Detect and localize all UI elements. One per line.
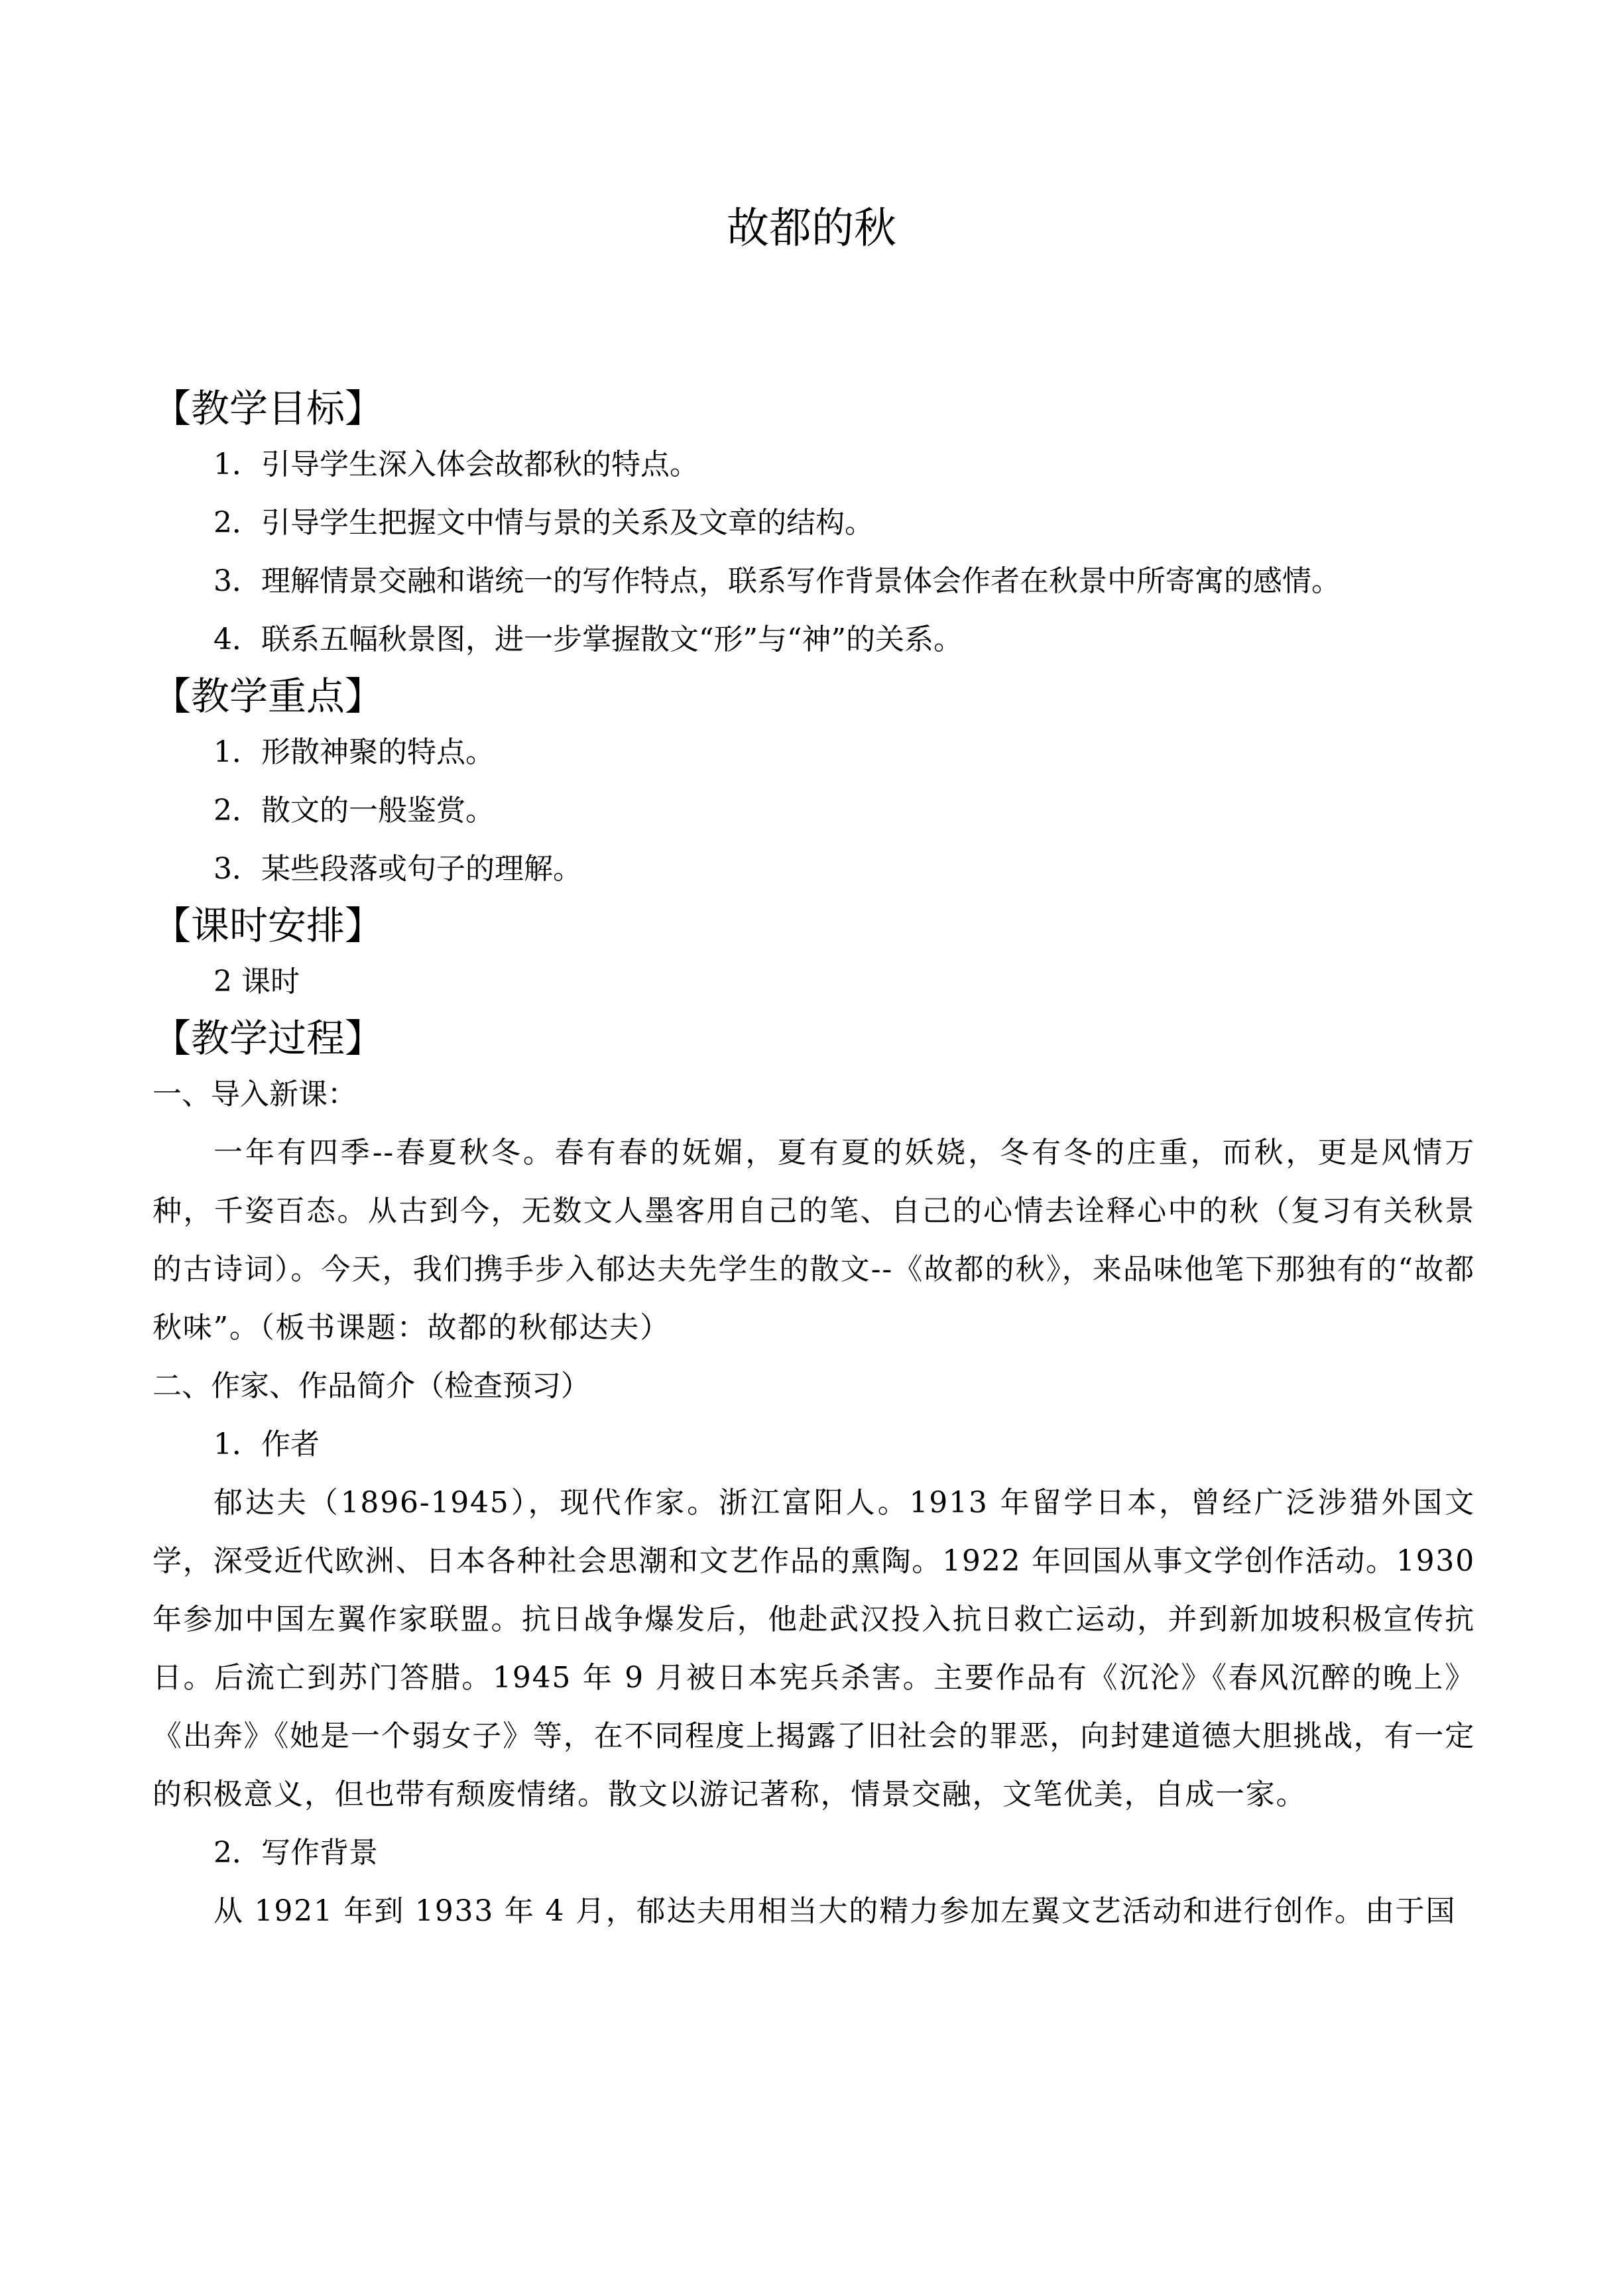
schedule-item-1: 2 课时 — [213, 965, 300, 998]
background-paragraph: 从 1921 年到 1933 年 4 月，郁达夫用相当大的精力参加左翼文艺活动和进行创作。由于国 — [213, 1894, 1457, 1928]
author-paragraph: 郁达夫（1896-1945），现代作家。浙江富阳人。1913 年留学日本，曾经广泛涉猎外国文学，深受近代欧洲、日本各种社会思潮和文艺作品的熏陶。1922 年回国从事文学创作活动。1930 年参加中国左翼作家联盟。抗日战争爆发后，他赴武汉投入抗日救亡运动，并到新加坡积极宣传抗日。后流亡到苏门答腊。1945 年 9 月被日本宪兵杀害。主要作品有《沉沦》《春风沉醉的晚上》《出奔》《她是一个弱女子》等，在不同程度上揭露了旧社会的罪恶，向封建道德大胆挑战，有一定的积极意义，但也带有颓废情绪。散文以游记著称，情景交融，文笔优美，自成一家。 — [152, 1486, 1475, 1811]
heading-schedule: 【课时安排】 — [152, 903, 384, 948]
process-part-1-title: 一、导入新课： — [152, 1077, 357, 1111]
background-subtitle: 2．写作背景 — [213, 1836, 378, 1870]
heading-teaching-focus: 【教学重点】 — [152, 674, 384, 719]
process-part-2-title: 二、作家、作品简介（检查预习） — [152, 1369, 590, 1403]
goal-item-3: 3．理解情景交融和谐统一的写作特点，联系写作背景体会作者在秋景中所寄寓的感情。 — [213, 564, 1341, 598]
author-subtitle: 1．作者 — [213, 1427, 320, 1461]
document-body — [152, 381, 1475, 1941]
process-part-1-paragraph: 一年有四季--春夏秋冬。春有春的妩媚，夏有夏的妖娆，冬有冬的庄重，而秋，更是风情万种，千姿百态。从古到今，无数文人墨客用自己的笔、自己的心情去诠释心中的秋（复习有关秋景的古诗词）。今天，我们携手步入郁达夫先学生的散文--《故都的秋》，来品味他笔下那独有的“故都秋味”。（板书课题：故都的秋郁达夫） — [152, 1136, 1475, 1345]
goal-item-4: 4．联系五幅秋景图，进一步掌握散文“形”与“神”的关系。 — [213, 623, 963, 656]
focus-item-1: 1．形散神聚的特点。 — [213, 735, 495, 769]
goal-item-2: 2．引导学生把握文中情与景的关系及文章的结构。 — [213, 506, 874, 540]
heading-teaching-process: 【教学过程】 — [152, 1016, 384, 1061]
document-title: 故都的秋 — [727, 204, 896, 253]
heading-teaching-goals: 【教学目标】 — [152, 386, 384, 431]
goal-item-1: 1．引导学生深入体会故都秋的特点。 — [213, 448, 699, 481]
focus-item-2: 2．散文的一般鉴赏。 — [213, 794, 495, 827]
focus-item-3: 3．某些段落或句子的理解。 — [213, 852, 582, 886]
